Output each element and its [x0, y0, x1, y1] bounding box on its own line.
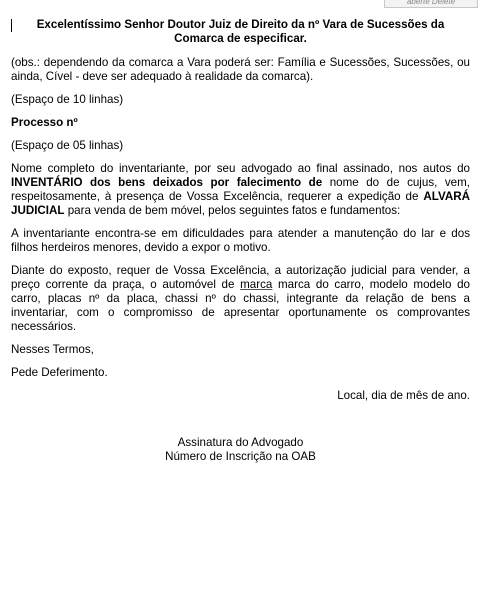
processo-label — [11, 116, 470, 130]
document-title — [11, 18, 470, 46]
local-data: Local, dia de mês de ano. — [337, 389, 470, 402]
pede-deferimento: Pede Deferimento. — [11, 366, 108, 379]
marca-spellcheck-word: marca — [240, 278, 273, 291]
document-page — [11, 18, 470, 464]
request-paragraph — [11, 162, 470, 218]
signature-block — [11, 436, 470, 464]
top-tag: aberte Delete — [384, 0, 478, 8]
pedido-part-a: Diante do exposto, requer de Vossa Excelência, a autorização judicial para vender, a preço corrente da praça, o automóvel de — [11, 264, 470, 291]
espaco-10-linhas: (Espaço de 10 linhas) — [11, 93, 124, 106]
espaco-05-linhas: (Espaço de 05 linhas) — [11, 139, 124, 152]
title-text: Excelentíssimo Senhor Doutor Juiz de Direito da nº Vara de Sucessões da Comarca de especificar. — [36, 18, 445, 45]
obs-paragraph: (obs.: dependendo da comarca a Vara poderá ser: Família e Sucessões, Sucessões, ou ainda, Cível - deve ser adequado à realidade da comarca). — [11, 56, 470, 83]
pedido-paragraph — [11, 264, 470, 334]
alvara-bold: ALVARÁ JUDICIAL — [11, 190, 470, 217]
nesses-termos: Nesses Termos, — [11, 343, 94, 356]
pedido-part-c: marca do carro, modelo modelo do carro, placas nº da placa, chassi nº do chassi, integrante da relação de bens a inventariar, com o compromisso de apresentar oportunamente os comprovantes necessários. — [11, 278, 470, 333]
request-part-a: Nome completo do inventariante, por seu advogado ao final assinado, nos autos do — [11, 162, 470, 175]
assinatura-label: Assinatura do Advogado — [177, 436, 304, 449]
motivo-paragraph: A inventariante encontra-se em dificuldades para atender a manutenção do lar e dos filhos herdeiros menores, devido a expor o motivo. — [11, 227, 470, 254]
inscricao-label: Número de Inscrição na OAB — [165, 450, 316, 463]
inventario-bold: INVENTÁRIO dos bens deixados por falecimento de — [11, 176, 323, 189]
request-part-c: nome do de cujus, vem, respeitosamente, à presença de Vossa Excelência, requerer a expedição de — [11, 176, 470, 203]
text-cursor — [11, 19, 12, 32]
processo-text: Processo nº — [11, 116, 78, 129]
request-part-e: para venda de bem móvel, pelos seguintes fatos e fundamentos: — [64, 204, 401, 217]
